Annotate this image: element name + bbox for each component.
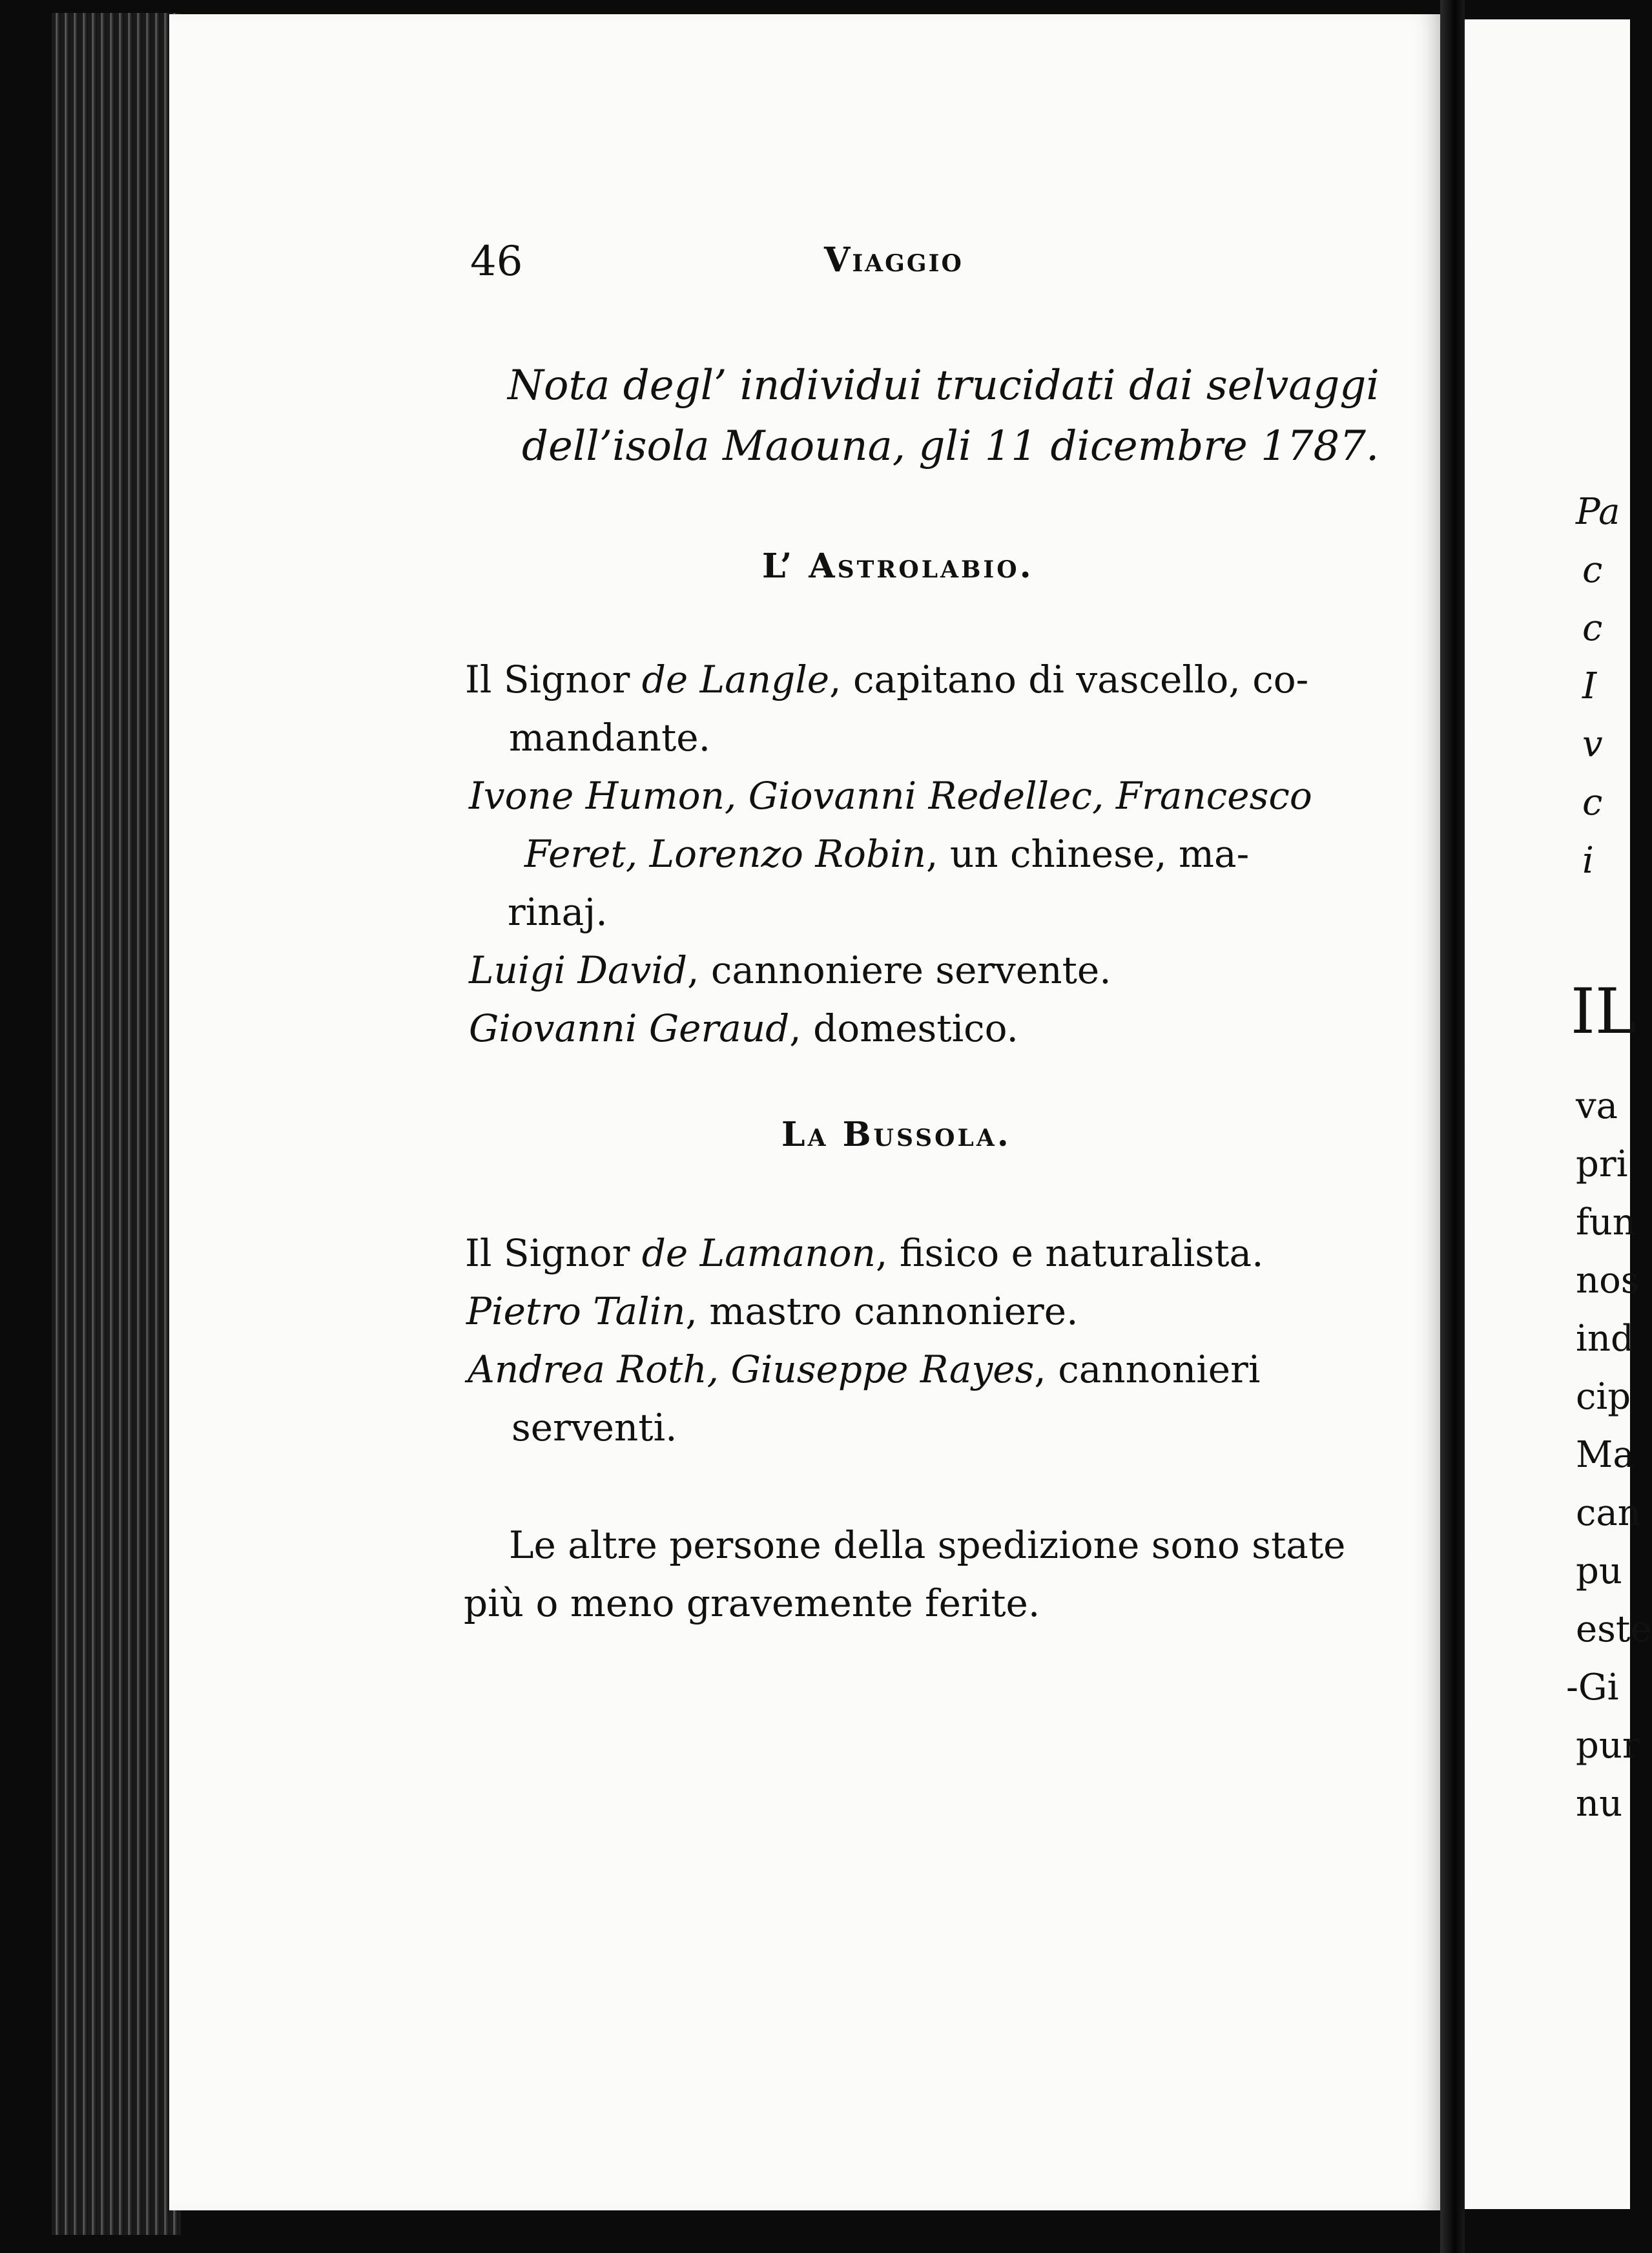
section-heading-astrolabio: L’ Astrolabio. [762, 546, 1034, 586]
right-page-fragment: v [1582, 723, 1603, 765]
book-gutter [1440, 0, 1465, 2253]
right-page-fragment: este [1576, 1608, 1652, 1650]
entry-line: Andrea Roth, Giuseppe Rayes, cannonieri [468, 1347, 1261, 1391]
right-page-fragment: c [1582, 549, 1603, 591]
entry-line: Ivone Humon, Giovanni Redellec, Francesco [469, 774, 1312, 818]
entry-line: Feret, Lorenzo Robin, un chinese, ma- [524, 832, 1250, 876]
entry-line: Pietro Talin, mastro cannoniere. [466, 1289, 1079, 1333]
right-page-fragment: pur [1576, 1725, 1640, 1767]
entry-line: Giovanni Geraud, domestico. [469, 1006, 1018, 1050]
right-page-fragment: i [1582, 840, 1594, 882]
right-page-fragment: cip [1576, 1376, 1631, 1418]
note-title-line-1: Nota degl’ individui trucidati dai selvaggi [508, 362, 1379, 410]
right-page-fragment: va [1576, 1085, 1618, 1127]
page-number: 46 [470, 238, 523, 286]
closing-line-2: più o meno gravemente ferite. [464, 1581, 1040, 1625]
book-spine-edge [52, 13, 181, 2235]
right-page-fragment: c [1582, 607, 1603, 649]
section-heading-bussola: La Bussola. [781, 1115, 1011, 1154]
right-page-fragment: pu [1576, 1550, 1622, 1592]
note-title-line-2: dell’isola Maouna, gli 11 dicembre 1787. [522, 422, 1379, 470]
entry-line: rinaj. [508, 890, 608, 934]
right-page-fragment: -Gi [1566, 1666, 1619, 1708]
right-page-fragment: fun [1576, 1201, 1636, 1243]
right-page-fragment: ind [1576, 1318, 1634, 1360]
right-page-fragment: I [1582, 665, 1597, 707]
entry-line: Il Signor de Lamanon, fisico e naturalista. [465, 1231, 1264, 1275]
right-page-fragment: pri [1576, 1143, 1628, 1185]
closing-line-1: Le altre persone della spedizione sono state [509, 1523, 1346, 1567]
right-page-fragment: nos [1576, 1260, 1640, 1302]
entry-line: serventi. [511, 1406, 677, 1449]
right-page-fragment: IL [1571, 975, 1637, 1048]
right-page-fragment: Pa [1576, 491, 1620, 533]
entry-line: Luigi David, cannoniere servente. [469, 948, 1111, 992]
right-page-fragment: c [1582, 782, 1603, 824]
right-page-fragment: Ma [1576, 1434, 1635, 1476]
entry-line: Il Signor de Langle, capitano di vascello, co- [465, 658, 1309, 701]
running-head: Viaggio [824, 240, 964, 280]
entry-line: mandante. [509, 716, 711, 760]
left-page [169, 14, 1440, 2210]
right-page-fragment: can [1576, 1492, 1641, 1534]
right-page-fragment: nu [1576, 1783, 1623, 1825]
